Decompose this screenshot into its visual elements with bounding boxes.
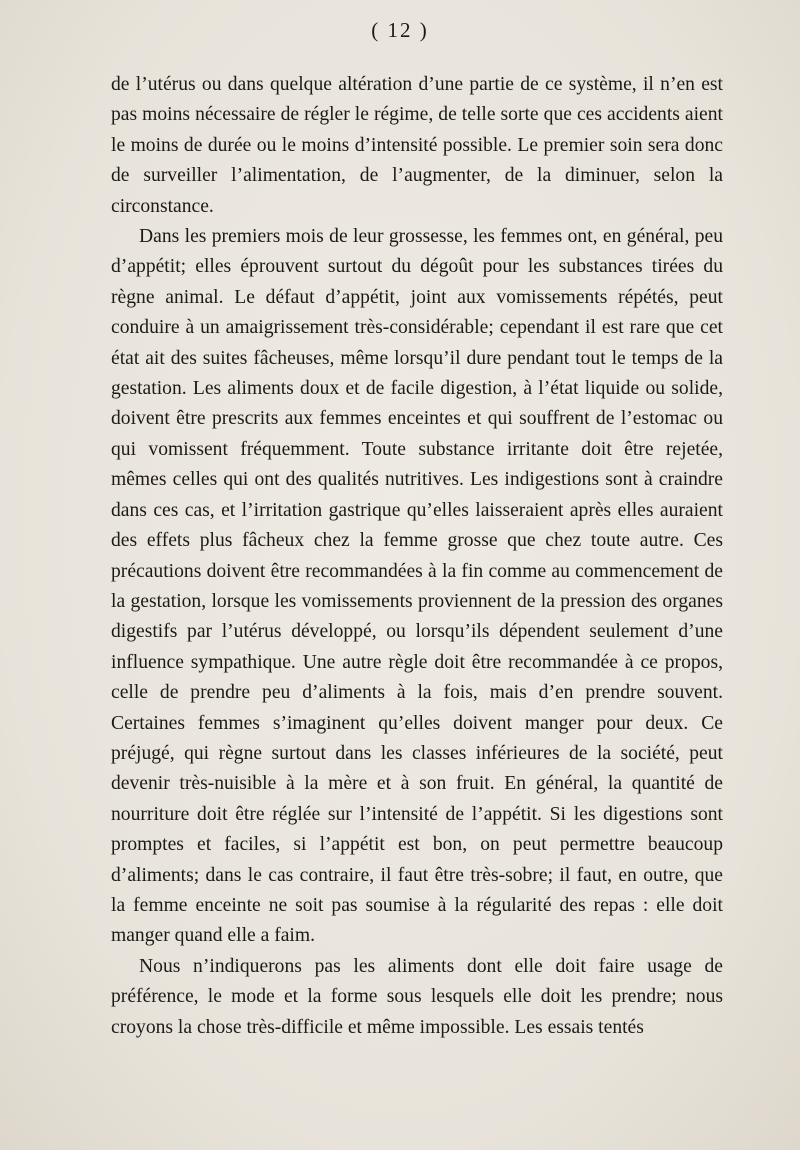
paragraph-3: Nous n’indiquerons pas les aliments dont elle doit faire usage de préférence, le mode et la forme sous lesquels elle doit les prendre; nous croyons la chose très-difficile et même impossible. Les essais tentés: [111, 955, 723, 1038]
body-text: [111, 70, 723, 1043]
paragraph-1: de l’utérus ou dans quelque altération d’une partie de ce système, il n’en est pas moins nécessaire de régler le régime, de telle sorte que ces accidents aient le moins de durée ou le moins d’intensité possible. Le premier soin sera donc de surveiller l’alimentation, de l’augmenter, de la diminuer, selon la circonstance.: [111, 74, 723, 217]
paragraph-2: Dans les premiers mois de leur grossesse, les femmes ont, en général, peu d’appétit; elles éprouvent surtout du dégoût pour les substances tirées du règne animal. Le défaut d’appétit, joint aux vomissements répétés, peut conduire à un amaigrissement très-considérable; cependant il est rare que cet état ait des suites fâcheuses, même lorsqu’il dure pendant tout le temps de la gestation. Les aliments doux et de facile digestion, à l’état liquide ou solide, doivent être prescrits aux femmes enceintes et qui souffrent de l’estomac ou qui vomissent fréquemment. Toute substance irritante doit être rejetée, mêmes celles qui ont des qualités nutritives. Les indigestions sont à craindre dans ces cas, et l’irritation gastrique qu’elles laisseraient après elles auraient des effets plus fâcheux chez la femme grosse que chez toute autre. Ces précautions doivent être recommandées à la fin comme au commencement de la gestation, lorsque les vomissements proviennent de la pression des organes digestifs par l’utérus développé, ou lorsqu’ils dépendent seulement d’une influence sympathique. Une autre règle doit être recommandée à ce propos, celle de prendre peu d’aliments à la fois, mais d’en prendre souvent. Certaines femmes s’imaginent qu’elles doivent manger pour deux. Ce préjugé, qui règne surtout dans les classes inférieures de la société, peut devenir très-nuisible à la mère et à son fruit. En général, la quantité de nourriture doit être réglée sur l’intensité de l’appétit. Si les digestions sont promptes et faciles, si l’appétit est bon, on peut permettre beaucoup d’aliments; dans le cas contraire, il faut être très-sobre; il faut, en outre, que la femme enceinte ne soit pas soumise à la régularité des repas : elle doit manger quand elle a faim.: [111, 226, 723, 947]
page-number: ( 12 ): [371, 18, 429, 42]
